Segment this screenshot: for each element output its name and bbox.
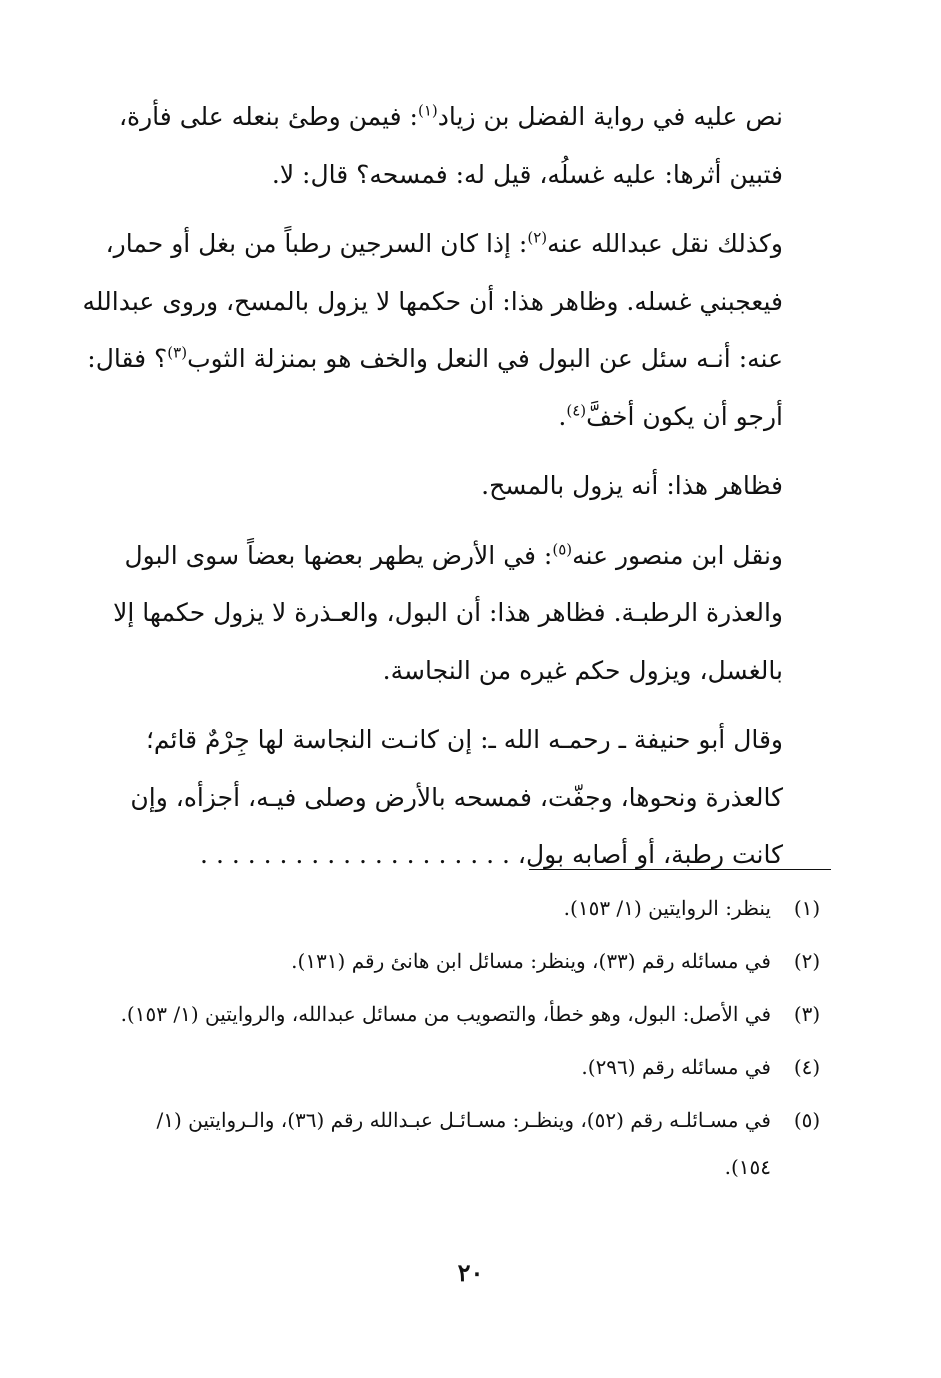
paragraph-4	[109, 527, 831, 700]
footnote-text: ينظر: الروايتين (١/ ١٥٣).	[563, 896, 771, 920]
text-line	[109, 88, 831, 146]
footnote-ref-1[interactable]: (١)	[417, 101, 438, 120]
text-line: كالعذرة ونحوها، وجفّت، فمسحه بالأرض وصلى فيـه، أجزأه، وإن	[130, 782, 783, 812]
footnote-number: (٤)	[793, 1055, 821, 1079]
footnote-4	[109, 1044, 831, 1091]
footnote-number: (٢)	[793, 949, 821, 973]
text-segment: ونقل ابن منصور عنه	[572, 540, 783, 570]
text-segment: وكذلك نقل عبدالله عنه	[547, 229, 783, 258]
text-line: والعذرة الرطبـة. فظاهر هذا: أن البول، والعـذرة لا يزول حكمها إلا	[113, 598, 783, 627]
footnote-text: في مسائله رقم (٣٣)، وينظر: مسائل ابن هانئ رقم (١٣١).	[291, 949, 771, 973]
text-line	[109, 527, 831, 585]
footnote-number: (٥)	[793, 1108, 821, 1132]
footnote-2	[109, 938, 831, 985]
text-line: وقال أبو حنيفة ـ رحمـه الله ـ: إن كانـت النجاسة لها جِرْمٌ قائم؛	[145, 725, 783, 754]
text-line: فظاهر هذا: أنه يزول بالمسح.	[481, 471, 783, 500]
text-segment: أرجو أن يكون أخفَّ	[586, 401, 783, 431]
footnote-text: في الأصل: البول، وهو خطأ، والتصويب من مسائل عبدالله، والروايتين (١/ ١٥٣).	[120, 1002, 771, 1026]
text-line	[87, 330, 831, 388]
paragraph-3	[109, 457, 831, 515]
footnote-ref-5[interactable]: (٥)	[552, 540, 573, 559]
text-segment: .	[558, 401, 567, 431]
footnote-ref-3[interactable]: (٣)	[167, 343, 188, 362]
text-line: بالغسل، ويزول حكم غيره من النجاسة.	[382, 655, 783, 685]
footnote-ref-4[interactable]: (٤)	[566, 401, 587, 420]
footnote-number: (٣)	[793, 1002, 821, 1026]
paragraph-5	[109, 711, 831, 884]
text-segment: : فيمن وطئ بنعله على فأرة،	[118, 102, 418, 131]
paragraph-2	[82, 215, 831, 445]
footnote-text: في مسـائلـه رقم (٥٢)، وينظـر: مسـائـل عبـدالله رقم (٣٦)، والـروايتين (١/ ١٥٤).	[156, 1108, 771, 1179]
footnote-5	[109, 1097, 831, 1191]
footnote-number: (١)	[793, 896, 821, 920]
paragraph-1	[109, 88, 831, 203]
footnote-3	[109, 991, 831, 1038]
footnote-1	[109, 885, 831, 932]
text-line	[109, 388, 831, 446]
text-line: فتبين أثرها: عليه غسلُه، قيل له: فمسحه؟ قال: لا.	[271, 159, 783, 189]
text-segment: ؟ فقال:	[87, 344, 168, 373]
text-line: فيعجبني غسله. وظاهر هذا: أن حكمها لا يزول بالمسح، وروى عبدالله	[82, 286, 783, 316]
text-segment: : إذا كان السرجين رطباً من بغل أو حمار،	[105, 229, 528, 258]
footnotes	[109, 885, 831, 1197]
text-line: كانت رطبة، أو أصابه بول، . . . . . . . . . . . . . . . . . . . .	[200, 840, 783, 869]
page-number: ٢٠	[457, 1258, 484, 1287]
text-segment: نص عليه في رواية الفضل بن زياد	[437, 102, 783, 131]
text-line	[105, 215, 831, 273]
text-segment: : في الأرض يطهر بعضها بعضاً سوى البول	[124, 540, 553, 570]
footnote-ref-2[interactable]: (٢)	[527, 228, 548, 247]
footnote-divider	[529, 869, 831, 870]
text-segment: عنه: أنـه سئل عن البول في النعل والخف هو بمنزلة الثوب	[187, 344, 783, 373]
main-text	[82, 88, 831, 896]
footnote-text: في مسائله رقم (٢٩٦).	[581, 1055, 771, 1079]
